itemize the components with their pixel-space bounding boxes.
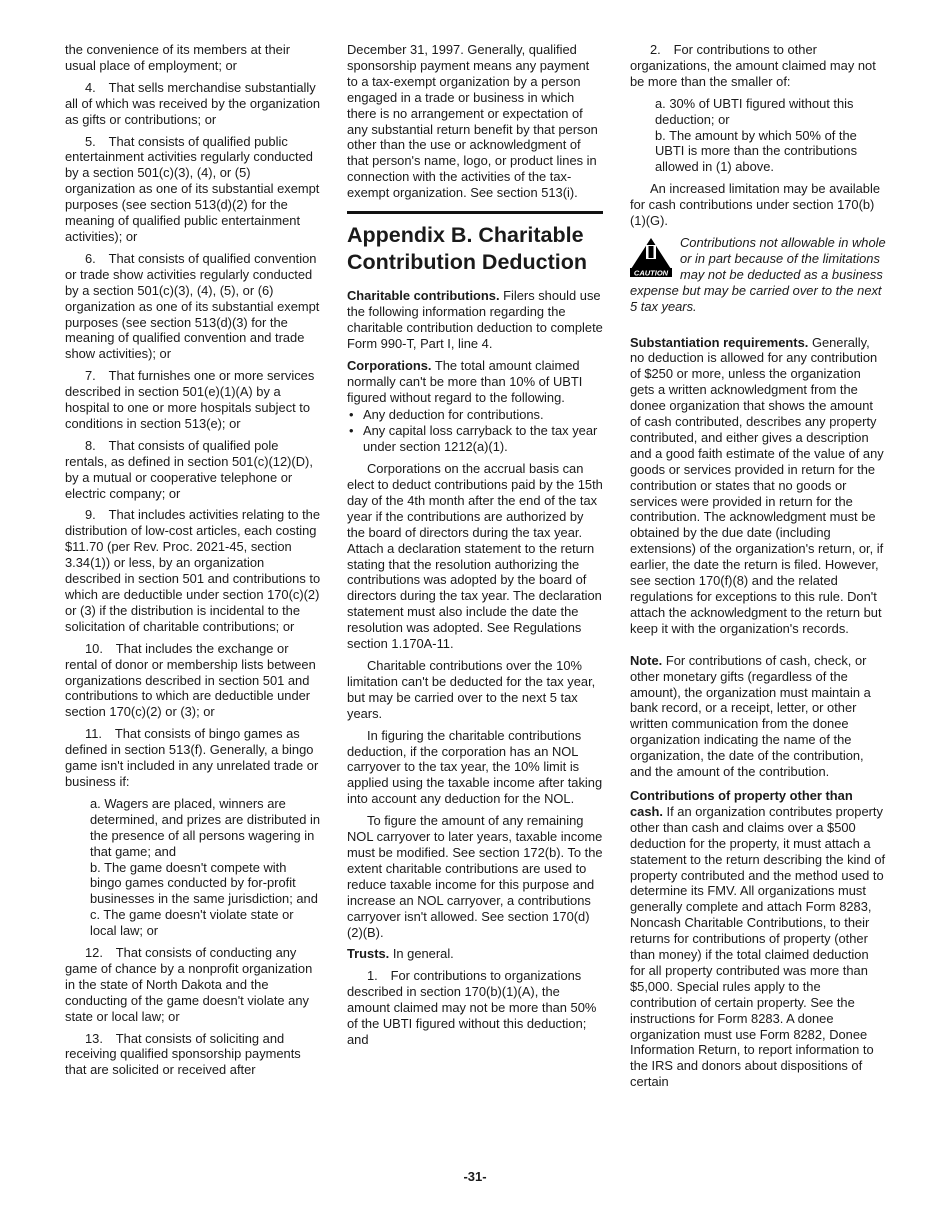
list-item-12: 12. That consists of conducting any game of chance by a nonprofit organization in the state of North Dakota and the conducting of the game doesn't violate any state or local law; or [65,945,313,1024]
caution-text: Contributions not allowable in whole or in part because of the limitations may not be deducted as a business expense but may be carried over to the next 5 tax years. [630,234,886,314]
bullet-item: • Any deduction for contributions. [347,407,603,423]
run-in-heading: Corporations. [347,357,432,373]
column-1 [65,42,321,1084]
list-item-13: 13. That consists of soliciting and receiving qualified sponsorship payments that are solicited or received after [65,1030,301,1078]
list-item-11: 11. That consists of bingo games as defined in section 513(f). Generally, a bingo game isn't included in any unrelated trade or business if: [65,726,319,789]
run-in-heading: Substantiation requirements. [630,334,809,350]
sub-item-a: a. Wagers are placed, winners are determined, and prizes are distributed in the presence of all persons wagering in that game; and [90,795,321,859]
paragraph: Corporations on the accrual basis can elect to deduct contributions paid by the 15th day of the 4th month after the end of the tax year if the contributions are authorized by the board of directors during the tax year. Attach a declaration statement to the return stating that the resolution authorizing the contributions was adopted by the board of directors during the tax year. The declaration statement must also include the date the resolution was adopted. See Regulations section 1.170A-11. [347,461,603,652]
list-item-4: 4. That sells merchandise substantially all of which was received by the organization as gifts or contributions; or [65,79,321,127]
trust-item-2: 2. For contributions to other organizations, the amount claimed may not be more than the smaller of: [630,42,876,89]
paragraph-text: Generally, no deduction is allowed for any contribution of $250 or more, unless the organization gets a written acknowledgment from the donee organization that shows the amount of cash contributed, describes any property contributed, and either gives a description and a good faith estimate of the value of any goods or services provided in return for the contribution or states that no goods or services were provided in return for the contribution. The acknowledgment must be obtained by the due date (including extensions) of the organization's return, or, if earlier, the date the return is filed. However, see section 170(f)(8) and the related regulations for exceptions to this rule. Don't attach the acknowledgment to the return but keep it with the organization's records. [630,334,884,636]
caution-icon [630,237,672,277]
bullet-item: • Any capital loss carryback to the tax year under section 1212(a)(1). [347,423,603,455]
bullet-list [347,407,603,455]
caution-box [630,235,886,315]
trusts-paragraph [347,946,603,962]
corporations-paragraph [347,358,603,406]
sub-item-a: a. 30% of UBTI figured without this deduction; or [655,95,854,127]
trust-sub-items [630,96,886,176]
paragraph: An increased limitation may be available for cash contributions under section 170(b)(1)(G). [630,181,881,229]
trust-item-1: 1. For contributions to organizations described in section 170(b)(1)(A), the amount claimed may not be more than 50% of the UBTI figured without this deduction; and [347,968,597,1047]
paragraph: the convenience of its members at their usual place of employment; or [65,42,290,73]
paragraph-text: In general. [389,946,454,962]
list-item-9: 9. That includes activities relating to the distribution of low-cost articles, each costing $11.70 (per Rev. Proc. 2021-45, section 3.34(1)) or less, by an organization described in section 501 and contributions to which are deductible under section 170(c)(2) or (3) if the distribution is incidental to the solicitation of charitable contributions; or [65,507,321,634]
section-rule [347,211,603,214]
list-item-5: 5. That consists of qualified public entertainment activities regularly conducted by a section 501(c)(3), (4), or (5) organization as one of its substantial exempt purposes (see section 513(d)(2) for the meaning of qualified public entertainment activities); or [65,133,320,244]
paragraph: December 31, 1997. Generally, qualified sponsorship payment means any payment to a tax-exempt organization by a person engaged in a trade or business in which there is no arrangement or expectation of any substantial return benefit by that person other than the use or acknowledgment of that person's name, logo, or product lines in connection with the activities of the tax-exempt organization. See section 513(i). [347,42,598,201]
charitable-contributions-paragraph [347,288,603,352]
caution-label: CAUTION [633,268,669,277]
appendix-b-heading: Appendix B. Charitable Contribution Deduction [347,223,588,275]
run-in-heading: Trusts. [347,946,390,962]
run-in-heading: Note. [630,652,663,668]
list-item-10: 10. That includes the exchange or rental of donor or membership lists between organizations described in section 501 and contributions to which are deductible under section 170(c)(2) or (3); or [65,640,316,720]
sub-item-c: c. The game doesn't violate state or local law; or [90,907,294,939]
list-item-8: 8. That consists of qualified pole rentals, as defined in section 501(c)(12)(D), by a mutual or cooperative telephone or electric company; or [65,437,313,501]
note-paragraph [630,653,886,780]
page-number: -31- [463,1169,487,1184]
bingo-conditions [65,796,321,939]
run-in-heading: Charitable contributions. [347,288,500,304]
column-3 [630,42,886,1096]
paragraph-text: The total amount claimed normally can't be more than 10% of UBTI figured without regard to the following. [347,357,583,405]
list-item-7: 7. That furnishes one or more services described in section 501(e)(1)(A) by a hospital to one or more hospitals subject to conditions in section 513(e); or [65,368,315,431]
paragraph-text: For contributions of cash, check, or other monetary gifts (regardless of the amount), the organization must maintain a bank record, or a receipt, letter, or other written communication from the donee organization indicating the name of the organization, the date of the contribution, and the amount of the contribution. [630,652,871,780]
paragraph-text: If an organization contributes property other than cash and claims over a $500 deduction for the property, it must attach a statement to the return describing the kind of property contributed and the method used to determine its FMV. All organizations must generally complete and attach Form 8283, Noncash Charitable Contributions, to their returns for contributions of property (other than money) if the total claimed deduction for all property contributed was more than $5,000. Special rules apply to the contribution of certain property. See the instructions for Form 8283. A donee organization must use Form 8282, Donee Information Return, to report information to the IRS and donors about dispositions of certain [630,803,886,1090]
paragraph: To figure the amount of any remaining NOL carryover to later years, taxable income must be modified. See section 172(b). To the extent charitable contributions are used to reduce taxable income for this purpose and increase an NOL carryover, a contributions carryover isn't allowed. See section 170(d)(2)(B). [347,813,603,940]
sub-item-b: b. The game doesn't compete with bingo games conducted by for-profit businesses in the same jurisdiction; and [90,859,318,907]
list-item-6: 6. That consists of qualified convention or trade show activities regularly conducted by a section 501(c)(3), (4), (5), or (6) organization as one of its substantial exempt purposes (see section 513(d)(3) for the meaning of qualified convention and trade show activities); or [65,250,320,362]
paragraph-text: Filers should use the following information regarding the charitable contribution deduction to complete Form 990-T, Part I, line 4. [347,288,603,351]
column-2 [347,42,603,1054]
run-in-heading: Contributions of property other than cash. [630,787,853,819]
paragraph: Charitable contributions over the 10% limitation can't be deducted for the tax year, but may be carried over to the next 5 tax years. [347,658,596,721]
substantiation-paragraph [630,335,886,637]
paragraph: In figuring the charitable contributions deduction, if the corporation has an NOL carryover to the tax year, the 10% limit is applied using the taxable income after taking into account any deduction for the NOL. [347,727,603,807]
property-paragraph [630,788,886,1090]
sub-item-b: b. The amount by which 50% of the UBTI is more than the contributions allowed in (1) above. [655,127,858,175]
